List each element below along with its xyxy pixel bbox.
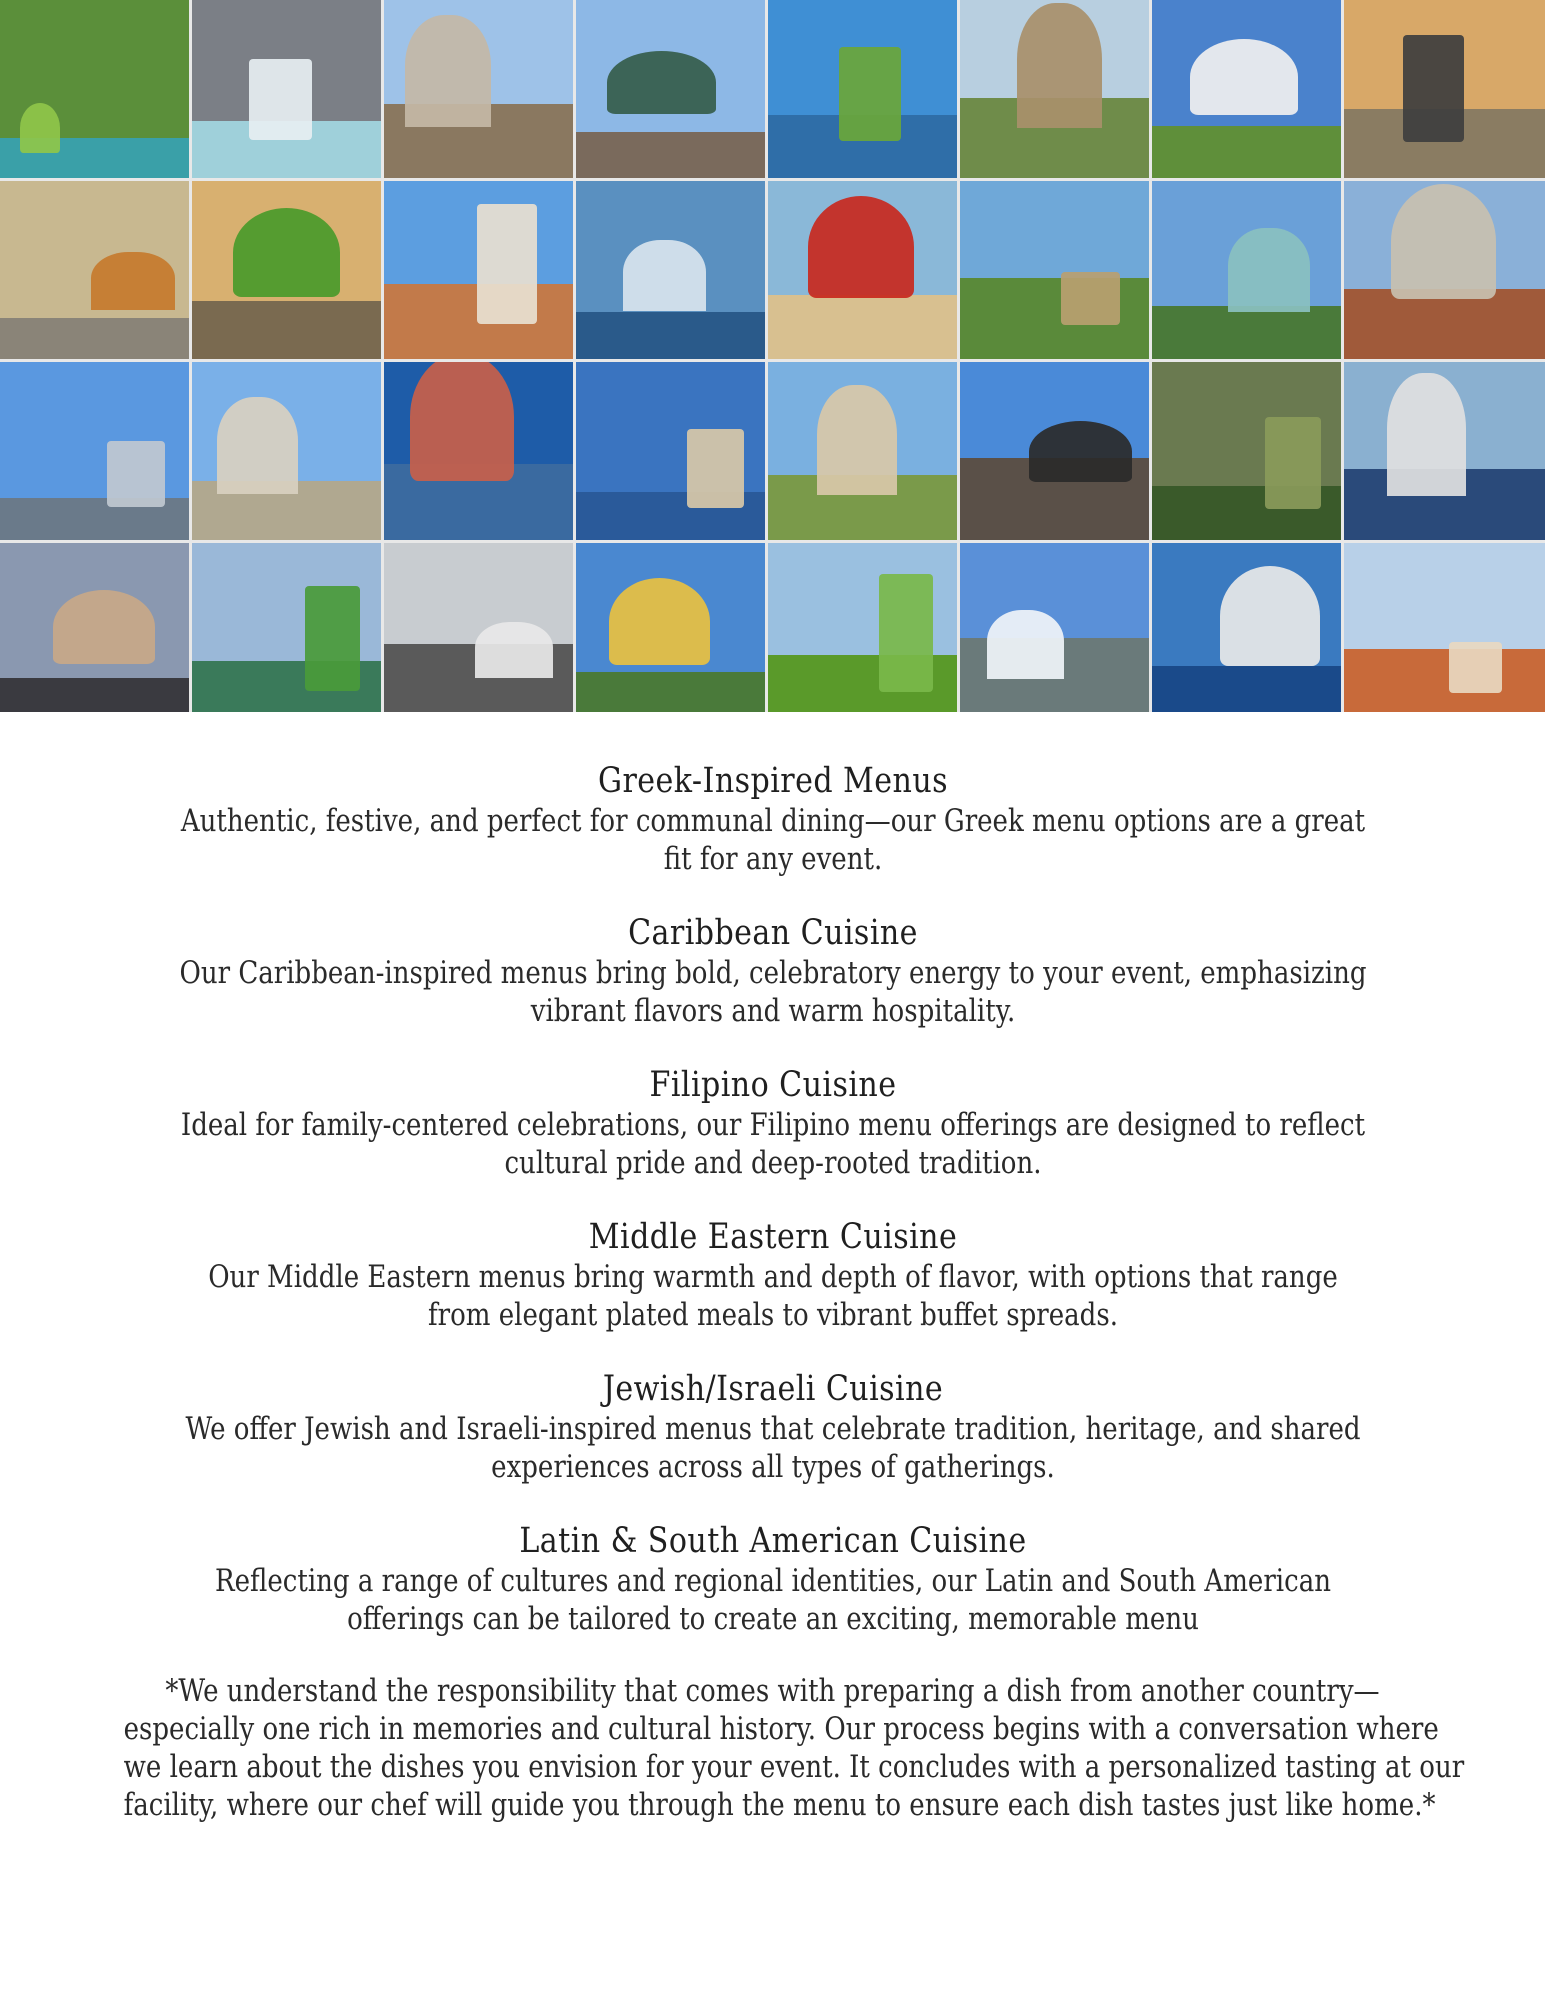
cliff-sea-photo: [960, 0, 1149, 178]
hot-air-balloon-photo: [768, 181, 957, 359]
maiden-tower-photo: [576, 362, 765, 540]
blue-mosque-photo: [0, 362, 189, 540]
green-domed-monastery-photo: [1152, 0, 1341, 178]
colorful-palace-photo: [576, 543, 765, 712]
red-roof-town-photo: [1344, 543, 1545, 712]
clock-tower-dusk-photo: [0, 543, 189, 712]
note-line: *We understand the responsibility that comes with preparing a dish from another country—: [165, 1673, 1380, 1709]
fjord-photo: [576, 181, 765, 359]
cuisine-description: [159, 1410, 1385, 1486]
photo-collage-banner: [0, 0, 1545, 712]
waterfall-photo: [192, 0, 381, 178]
equestrian-statue-photo: [960, 362, 1149, 540]
cuisine-title: Latin & South American Cuisine: [518, 1521, 1027, 1561]
cuisine-section: [143, 1216, 1403, 1334]
town-hall-facade-photo: [384, 543, 573, 712]
tasting-note: [0, 1672, 1545, 1824]
coastal-town-photo: [384, 362, 573, 540]
desert-road-photo: [1344, 0, 1545, 178]
stone-ruins-photo: [192, 362, 381, 540]
thatched-house-photo: [960, 181, 1149, 359]
cuisine-description: [159, 1106, 1385, 1182]
gothic-clock-tower-photo: [1344, 181, 1545, 359]
note-line: facility, where our chef will guide you through the menu to ensure each dish tastes just like home.*: [123, 1787, 1436, 1823]
twin-domed-towers-photo: [576, 0, 765, 178]
reflecting-lake-photo: [768, 0, 957, 178]
description-line: We offer Jewish and Israeli-inspired menus that celebrate tradition, heritage, and shared: [184, 1411, 1361, 1447]
cuisine-section: [143, 1064, 1403, 1182]
cuisine-description: [159, 1258, 1385, 1334]
cuisine-title: Jewish/Israeli Cuisine: [602, 1369, 943, 1409]
description-line: vibrant flavors and warm hospitality.: [530, 993, 1015, 1029]
description-line: Reflecting a range of cultures and regional identities, our Latin and South American: [214, 1563, 1331, 1599]
domed-city-photo: [384, 181, 573, 359]
mosque-minarets-photo: [1152, 181, 1341, 359]
cuisine-section: [143, 912, 1403, 1030]
cuisine-title: Caribbean Cuisine: [627, 913, 918, 953]
cuisine-description: [159, 954, 1385, 1030]
seagull-harbor-photo: [1344, 362, 1545, 540]
description-line: cultural pride and deep-rooted tradition.: [503, 1145, 1042, 1181]
clay-pot-photo: [0, 181, 189, 359]
description-line: from elegant plated meals to vibrant buffet spreads.: [427, 1297, 1118, 1333]
green-balloons-photo: [192, 181, 381, 359]
cuisine-description: [159, 802, 1385, 878]
note-line: we learn about the dishes you envision for your event. It concludes with a personalized tasting at our: [123, 1749, 1465, 1785]
cuisine-title: Filipino Cuisine: [649, 1065, 896, 1105]
cuisine-section: [143, 760, 1403, 878]
note-line: especially one rich in memories and cultural history. Our process begins with a conversation where: [123, 1711, 1439, 1747]
cuisine-content: [0, 760, 1545, 1824]
description-line: Our Caribbean-inspired menus bring bold, celebratory energy to your event, emphasizing: [178, 955, 1367, 991]
cappadocia-photo: [768, 362, 957, 540]
cuisine-section: [143, 1520, 1403, 1638]
green-cliff-photo: [1152, 362, 1341, 540]
cuisine-section: [143, 1368, 1403, 1486]
cuisine-description: [159, 1562, 1385, 1638]
harbor-boats-photo: [1152, 543, 1341, 712]
description-line: Ideal for family-centered celebrations, our Filipino menu offerings are designed to reflect: [180, 1107, 1365, 1143]
mosque-fountain-photo: [960, 543, 1149, 712]
mountain-lake-reflection-photo: [192, 543, 381, 712]
castle-photo: [384, 0, 573, 178]
green-hills-lake-photo: [0, 0, 189, 178]
green-valley-photo: [768, 543, 957, 712]
description-line: fit for any event.: [663, 841, 882, 877]
description-line: Authentic, festive, and perfect for communal dining—our Greek menu options are a great: [180, 803, 1365, 839]
cuisine-title: Middle Eastern Cuisine: [588, 1217, 957, 1257]
description-line: experiences across all types of gatherings.: [490, 1449, 1055, 1485]
description-line: offerings can be tailored to create an exciting, memorable menu: [346, 1601, 1199, 1637]
description-line: Our Middle Eastern menus bring warmth and depth of flavor, with options that range: [207, 1259, 1338, 1295]
cuisine-title: Greek-Inspired Menus: [597, 761, 948, 801]
